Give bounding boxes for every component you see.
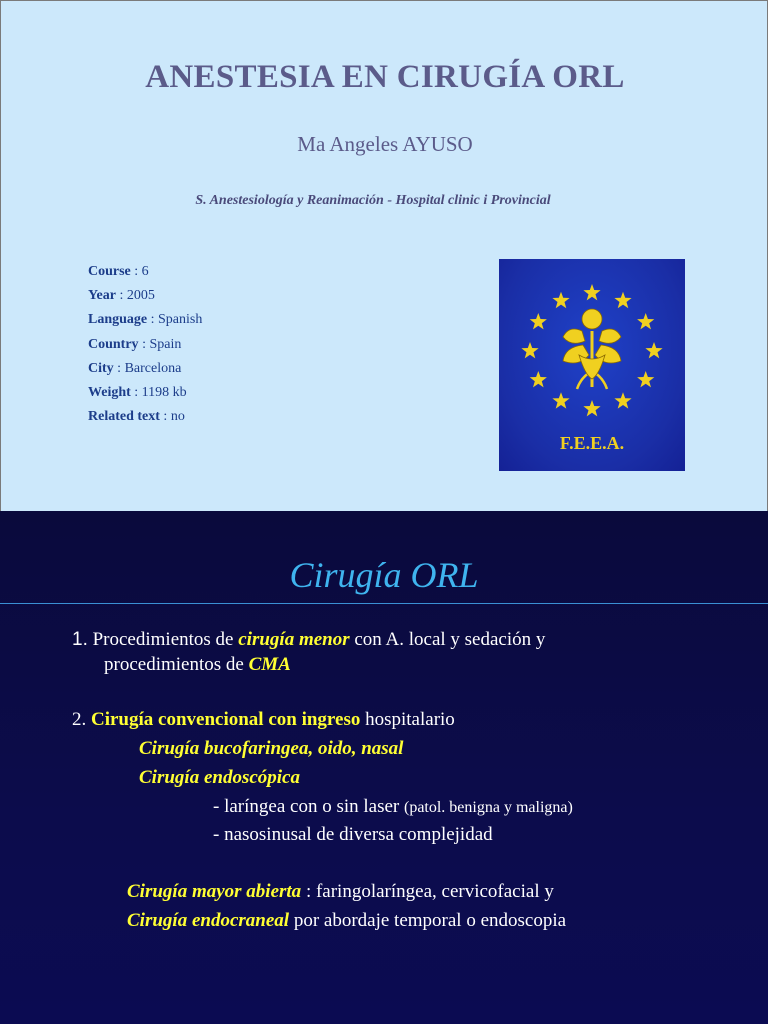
author-name: Ma Angeles AYUSO <box>297 132 473 156</box>
logo-text: F.E.E.A. <box>559 433 625 453</box>
item-1-line-1: 1. Procedimientos de cirugía menor con A. local y sedación y <box>72 629 546 650</box>
meta-country: Country : Spain <box>88 336 182 352</box>
meta-related-text: Related text : no <box>88 409 185 425</box>
star-icon <box>614 292 631 308</box>
star-icon <box>614 392 631 408</box>
star-icon <box>530 313 547 329</box>
star-icon <box>645 342 662 358</box>
meta-year: Year : 2005 <box>88 288 155 304</box>
item-2-sub-1: Cirugía bucofaringea, oido, nasal <box>139 738 404 759</box>
feea-emblem-icon <box>499 259 685 471</box>
slide-panel <box>0 511 768 1024</box>
item-2-sub-2a: - laríngea con o sin laser (patol. benigna y maligna) <box>213 796 573 817</box>
affiliation: S. Anestesiología y Reanimación - Hospital clinic i Provincial <box>195 193 551 208</box>
flower-icon <box>563 309 621 389</box>
item-2-sub-2b: - nasosinusal de diversa complejidad <box>213 824 493 845</box>
item-2-line-1: 2. Cirugía convencional con ingreso hospitalario <box>72 709 455 730</box>
item-1-line-2: procedimientos de CMA <box>104 654 291 675</box>
item-2-sub-2: Cirugía endoscópica <box>139 767 300 788</box>
item-3-line-2: Cirugía endocraneal por abordaje temporal o endoscopia <box>127 910 567 931</box>
meta-city: City : Barcelona <box>88 360 182 376</box>
star-icon <box>530 371 547 387</box>
meta-weight: Weight : 1198 kb <box>88 385 187 401</box>
title-divider <box>0 603 768 604</box>
feea-logo <box>499 259 685 471</box>
meta-language: Language : Spanish <box>88 312 203 328</box>
star-icon <box>521 342 538 358</box>
star-icon <box>552 292 569 308</box>
metadata-list <box>88 260 202 429</box>
star-icon <box>637 313 654 329</box>
star-icon <box>637 371 654 387</box>
document-title: ANESTESIA EN CIRUGÍA ORL <box>145 59 625 95</box>
star-icon <box>583 284 600 300</box>
meta-course: Course : 6 <box>88 264 149 279</box>
star-icon <box>552 392 569 408</box>
item-3-line-1: Cirugía mayor abierta : faringolaríngea, cervicofacial y <box>127 881 554 902</box>
star-icon <box>583 400 600 416</box>
slide-title: Cirugía ORL <box>289 555 479 595</box>
